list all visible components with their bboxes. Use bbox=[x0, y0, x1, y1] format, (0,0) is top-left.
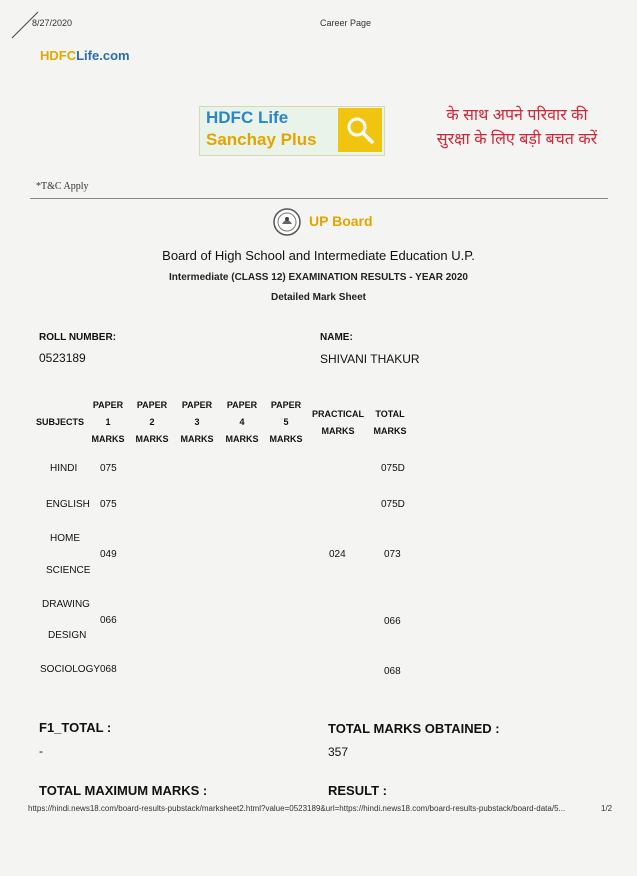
header-line: PAPER bbox=[92, 400, 124, 410]
name-value: SHIVANI THAKUR bbox=[320, 352, 420, 366]
col-header-paper1 bbox=[88, 397, 128, 448]
hdfc-site-prefix: HDFC bbox=[40, 48, 77, 63]
header-line: PAPER bbox=[270, 400, 302, 410]
subject-name-line1: HOME bbox=[50, 533, 80, 544]
search-icon bbox=[345, 115, 375, 145]
terms-note: *T&C Apply bbox=[36, 181, 89, 192]
header-line: 4 bbox=[239, 417, 245, 427]
mark-sheet-title: Detailed Mark Sheet bbox=[270, 292, 367, 303]
f1-total-value: - bbox=[39, 744, 43, 758]
total-obtained-label: TOTAL MARKS OBTAINED : bbox=[328, 721, 500, 736]
staple-mark-icon bbox=[10, 10, 40, 40]
header-line: MARKS bbox=[135, 434, 169, 444]
print-date: 8/27/2020 bbox=[32, 18, 73, 28]
header-line: MARKS bbox=[180, 434, 214, 444]
header-line: 3 bbox=[194, 417, 200, 427]
header-line: MARKS bbox=[321, 426, 355, 436]
header-line: 1 bbox=[105, 417, 111, 427]
paper1-marks: 068 bbox=[100, 664, 117, 675]
total-marks: 075D bbox=[381, 499, 405, 510]
name-label: NAME: bbox=[320, 332, 353, 343]
total-maximum-label: TOTAL MAXIMUM MARKS : bbox=[39, 783, 208, 798]
header-line: PAPER bbox=[136, 400, 168, 410]
col-header-total bbox=[368, 406, 412, 440]
result-label: RESULT : bbox=[328, 783, 387, 798]
header-line: PRACTICAL bbox=[312, 409, 364, 419]
practical-marks: 024 bbox=[329, 549, 346, 560]
header-line: 5 bbox=[283, 417, 289, 427]
total-obtained-value: 357 bbox=[328, 745, 349, 759]
header-line: MARKS bbox=[91, 434, 125, 444]
f1-total-label: F1_TOTAL : bbox=[39, 720, 112, 735]
paper1-marks: 075 bbox=[100, 463, 117, 474]
subject-name-line2: DESIGN bbox=[48, 630, 87, 641]
print-page-title: Career Page bbox=[320, 18, 372, 28]
up-board-emblem-icon bbox=[272, 207, 302, 237]
roll-number-value: 0523189 bbox=[39, 351, 86, 365]
total-marks: 073 bbox=[384, 549, 401, 560]
paper1-marks: 075 bbox=[100, 499, 117, 510]
col-header-subjects: SUBJECTS bbox=[36, 417, 85, 427]
total-marks: 068 bbox=[384, 666, 401, 677]
ad-hindi-line1: के साथ अपने परिवार की bbox=[446, 107, 588, 124]
ad-banner-line1: HDFC Life bbox=[206, 108, 289, 127]
subject-name: ENGLISH bbox=[46, 499, 90, 510]
subject-name: SOCIOLOGY bbox=[40, 664, 101, 675]
col-header-paper4 bbox=[222, 397, 262, 448]
hdfc-site-logo[interactable] bbox=[40, 48, 130, 63]
col-header-paper5 bbox=[266, 397, 306, 448]
subject-name: HINDI bbox=[50, 463, 78, 474]
paper1-marks: 066 bbox=[100, 615, 117, 626]
header-line: TOTAL bbox=[375, 409, 405, 419]
up-board-brand: UP Board bbox=[309, 213, 373, 229]
roll-number-label: ROLL NUMBER: bbox=[39, 332, 117, 343]
subject-name-line1: DRAWING bbox=[42, 599, 90, 610]
total-marks: 075D bbox=[381, 463, 405, 474]
ad-hindi-line2: सुरक्षा के लिए बड़ी बचत करें bbox=[436, 131, 598, 148]
subject-name-line2: SCIENCE bbox=[46, 565, 91, 576]
header-line: PAPER bbox=[181, 400, 213, 410]
board-name: Board of High School and Intermediate Education U.P. bbox=[162, 248, 475, 263]
divider bbox=[30, 198, 608, 199]
paper1-marks: 049 bbox=[100, 549, 117, 560]
header-line: 2 bbox=[149, 417, 155, 427]
header-line: MARKS bbox=[269, 434, 303, 444]
exam-title: Intermediate (CLASS 12) EXAMINATION RESULTS - YEAR 2020 bbox=[169, 272, 468, 283]
header-line: PAPER bbox=[226, 400, 258, 410]
col-header-paper2 bbox=[132, 397, 172, 448]
print-url: https://hindi.news18.com/board-results-pubstack/marksheet2.html?value=0523189&url=https://hindi.news18.com/board-results-pubstack/board-data/5... bbox=[28, 804, 566, 813]
header-line: MARKS bbox=[373, 426, 407, 436]
header-line: MARKS bbox=[225, 434, 259, 444]
ad-banner-line2: Sanchay Plus bbox=[206, 130, 317, 149]
ad-hindi-tagline bbox=[422, 104, 612, 152]
col-header-paper3 bbox=[177, 397, 217, 448]
ad-search-button[interactable] bbox=[338, 108, 382, 152]
col-header-practical bbox=[312, 406, 364, 440]
total-marks: 066 bbox=[384, 616, 401, 627]
hdfc-site-suffix: Life.com bbox=[76, 48, 130, 63]
page-number: 1/2 bbox=[601, 804, 613, 813]
